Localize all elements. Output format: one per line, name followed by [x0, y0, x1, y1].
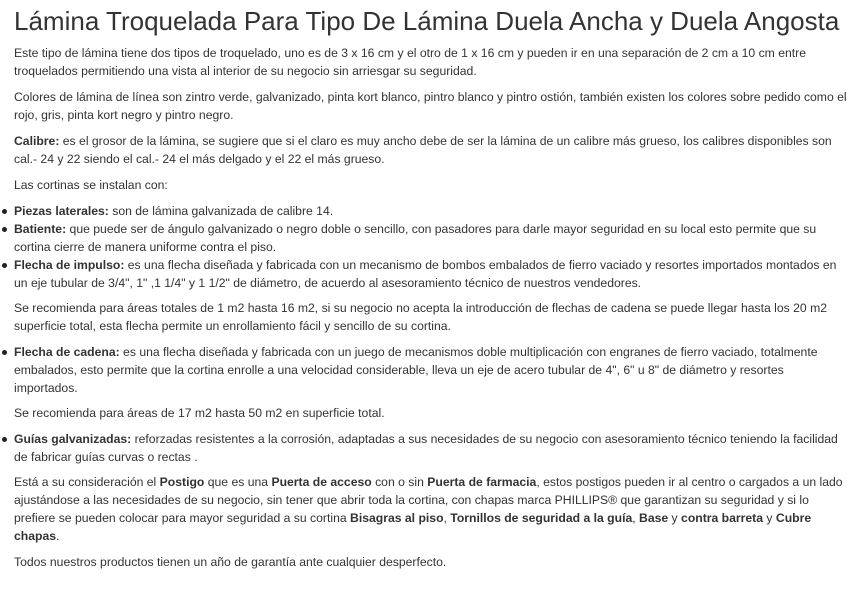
components-list — [14, 202, 848, 292]
calibre-text: es el grosor de la lámina, se sugiere que si el claro es muy ancho debe de ser la lámina de un calibre más grueso, los calibres disponibles son cal.- 24 y 22 siendo el cal.- 24 el más delgado y el 22 el más grueso. — [14, 134, 832, 166]
list-item — [14, 220, 848, 256]
calibre-label: Calibre: — [14, 134, 60, 148]
warranty-paragraph: Todos nuestros productos tienen un año de garantía ante cualquier desperfecto. — [14, 555, 447, 569]
item-text: es una flecha diseñada y fabricada con un mecanismo de bombos embalados de fierro vaciado y resortes importados montados en un eje tubular de 3/4", 1" ,1 1/4" y 1 1/2" de diámetro, de acuerdo al asesoramiento técnico de nuestros vendedores. — [14, 258, 837, 290]
item-label: Flecha de impulso: — [14, 258, 125, 272]
item-label: Guías galvanizadas: — [14, 432, 132, 446]
calibre-paragraph — [14, 132, 848, 168]
list-item — [14, 202, 848, 220]
guides-list — [14, 430, 848, 466]
item-text: son de lámina galvanizada de calibre 14. — [108, 204, 334, 218]
list-item — [14, 256, 848, 292]
item-text: que puede ser de ángulo galvanizado o negro doble o sencillo, con pasadores para darle mayor seguridad en su local esto permite que su cortina cierre de manera uniforme contra el piso. — [14, 222, 817, 254]
postigo-paragraph: Está a su consideración el Postigo que es una Puerta de acceso con o sin Puerta de farmacia, estos postigos pueden ir al centro o cargados a un lado ajustándose a las necesidades de su negocio, sin tener que abrir toda la cortina, con chapas marca PHILLIPS® que garantizan su seguridad y si lo prefiere se pueden colocar para mayor seguridad a su cortina Bisagras al piso, Tornillos de seguridad a la guía, Base y contra barreta y Cubre chapas. — [14, 475, 843, 543]
item-label: Flecha de cadena: — [14, 345, 120, 359]
list-item — [14, 430, 848, 466]
chain-note: Se recomienda para áreas de 17 m2 hasta 50 m2 en superficie total. — [14, 406, 385, 420]
item-label: Piezas laterales: — [14, 204, 109, 218]
list-item — [14, 343, 848, 397]
product-description — [0, 8, 856, 601]
colors-paragraph: Colores de lámina de línea son zintro verde, galvanizado, pinta kort blanco, pintro blanco y pintro ostión, también existen los colores sobre pedido como el rojo, gris, pinta kort negro y pintro negro. — [14, 90, 847, 122]
item-text: es una flecha diseñada y fabricada con un juego de mecanismos doble multiplicación con engranes de fierro vaciado, totalmente embalados, esto permite que la cortina enrolle a una velocidad considerable, lleva un eje de acero tubular de 4", 6" u 8" de diámetro y resortes importados. — [14, 345, 818, 395]
impulse-note: Se recomienda para áreas totales de 1 m2 hasta 16 m2, si su negocio no acepta la introducción de flechas de cadena se puede llegar hasta los 20 m2 superficie total, esta flecha permite un enrollamiento fácil y sencillo de su cortina. — [14, 301, 828, 333]
chain-shaft-list — [14, 343, 848, 397]
page-title: Lámina Troquelada Para Tipo De Lámina Duela Ancha y Duela Angosta — [14, 6, 840, 36]
item-text: reforzadas resistentes a la corrosión, adaptadas a sus necesidades de su negocio con asesoramiento técnico teniendo la facilidad de fabricar guías curvas o rectas . — [14, 432, 838, 464]
intro-paragraph: Este tipo de lámina tiene dos tipos de troquelado, uno es de 3 x 16 cm y el otro de 1 x 16 cm y pueden ir en una separación de 2 cm a 10 cm entre troquelados permitiendo una vista al interior de su negocio sin arriesgar su seguridad. — [14, 46, 806, 78]
install-intro: Las cortinas se instalan con: — [14, 178, 168, 192]
item-label: Batiente: — [14, 222, 67, 236]
